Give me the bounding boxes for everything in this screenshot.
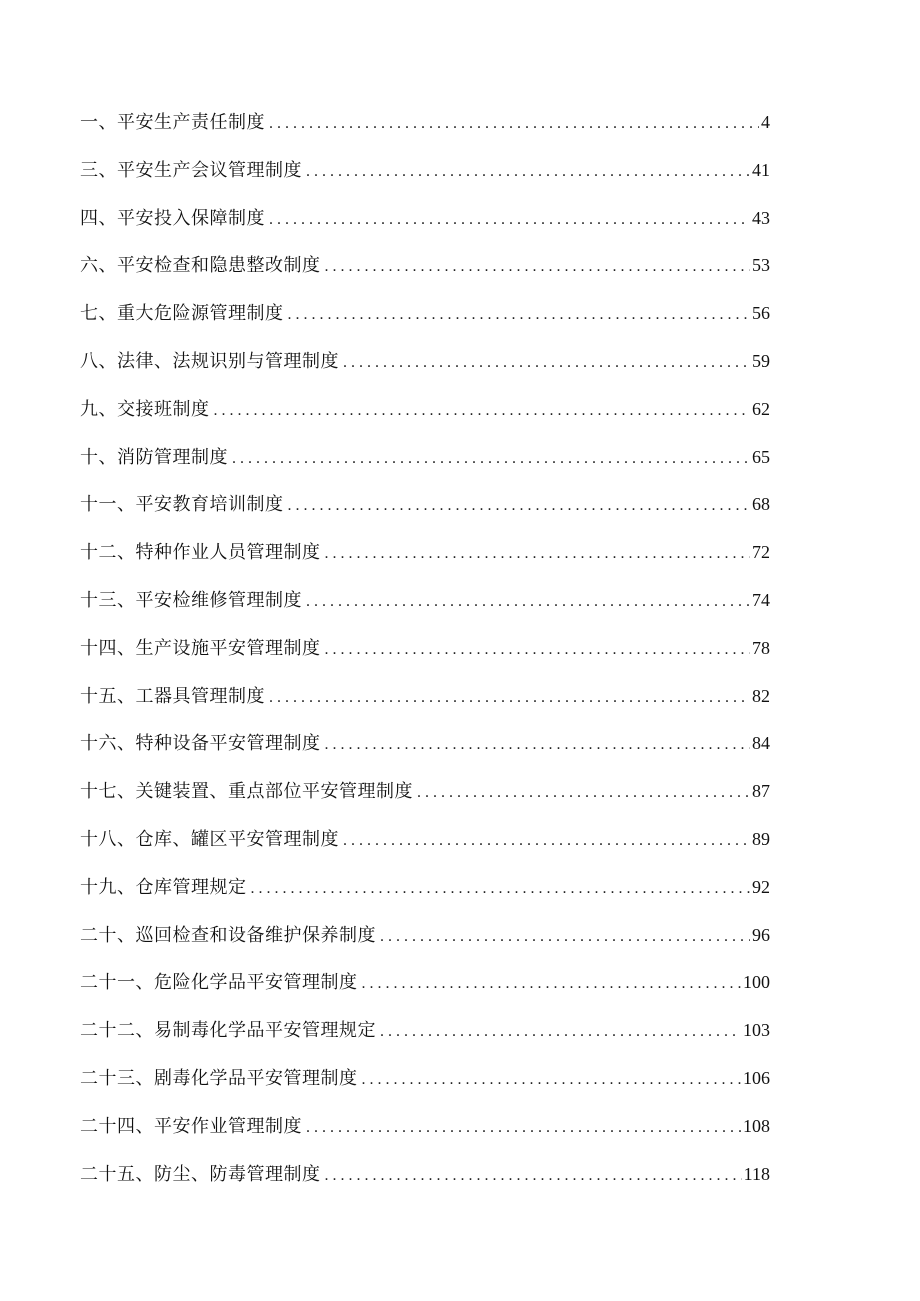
toc-entry-title: 二十三、剧毒化学品平安管理制度 [80,1067,358,1089]
toc-entry[interactable] [80,250,770,298]
toc-entry[interactable] [80,728,770,776]
toc-entry-title: 十二、特种作业人员管理制度 [80,542,321,564]
toc-entry-page-number: 92 [752,876,770,897]
toc-entry[interactable] [80,394,770,442]
toc-entry-page-number: 53 [752,255,770,276]
toc-dot-leader [288,300,751,330]
toc-entry[interactable] [80,776,770,824]
toc-entry-page-number: 84 [752,733,770,754]
toc-entry[interactable] [80,1063,770,1111]
toc-dot-leader [380,1017,741,1047]
toc-entry-title: 七、重大危险源管理制度 [80,303,284,325]
toc-entry-page-number: 59 [752,350,770,371]
toc-entry-page-number: 4 [761,112,770,132]
toc-entry-page-number: 74 [752,589,770,610]
toc-dot-leader [417,778,750,808]
toc-entry[interactable] [80,155,770,203]
toc-dot-leader [232,444,750,474]
toc-entry[interactable] [80,585,770,633]
toc-dot-leader [306,1113,741,1143]
toc-dot-leader [362,969,742,999]
toc-entry-title: 十六、特种设备平安管理制度 [80,733,321,755]
toc-entry-title: 二十一、危险化学品平安管理制度 [80,972,358,994]
toc-entry[interactable] [80,1111,770,1159]
toc-entry-page-number: 87 [752,781,770,802]
toc-dot-leader [325,635,751,665]
toc-entry-page-number: 103 [743,1020,770,1041]
toc-dot-leader [269,109,759,139]
toc-entry-title: 九、交接班制度 [80,398,210,420]
toc-dot-leader [269,683,750,713]
toc-entry-page-number: 41 [752,159,770,180]
toc-dot-leader [325,730,751,760]
toc-dot-leader [325,252,751,282]
toc-entry-title: 十四、生产设施平安管理制度 [80,637,321,659]
toc-entry[interactable] [80,442,770,490]
toc-entry[interactable] [80,203,770,251]
toc-entry[interactable] [80,633,770,681]
toc-dot-leader [306,157,750,187]
toc-dot-leader [380,922,750,952]
toc-entry-page-number: 68 [752,494,770,515]
toc-entry[interactable] [80,920,770,968]
toc-entry[interactable] [80,967,770,1015]
toc-entry-page-number: 43 [752,207,770,228]
toc-dot-leader [343,348,750,378]
toc-entry-title: 十五、工器具管理制度 [80,685,265,707]
toc-entry-page-number: 82 [752,685,770,706]
toc-entry-page-number: 96 [752,924,770,945]
toc-entry-title: 二十四、平安作业管理制度 [80,1115,302,1137]
toc-entry-page-number: 78 [752,637,770,658]
toc-entry-page-number: 100 [743,972,770,993]
toc-entry-title: 一、平安生产责任制度 [80,112,265,133]
toc-entry-page-number: 118 [743,1163,770,1184]
toc-entry[interactable] [80,346,770,394]
toc-entry-title: 十七、关键装置、重点部位平安管理制度 [80,781,413,803]
toc-entry-title: 二十五、防尘、防毒管理制度 [80,1163,321,1185]
toc-dot-leader [306,587,750,617]
toc-entry-title: 八、法律、法规识别与管理制度 [80,350,339,372]
toc-dot-leader [325,1161,742,1191]
toc-entry[interactable] [80,872,770,920]
toc-entry[interactable] [80,681,770,729]
toc-entry-title: 二十、巡回检查和设备维护保养制度 [80,924,376,946]
table-of-contents [80,107,770,1206]
toc-entry-title: 十九、仓库管理规定 [80,876,247,898]
toc-entry[interactable] [80,1015,770,1063]
toc-dot-leader [269,205,750,235]
toc-dot-leader [214,396,751,426]
toc-entry[interactable] [80,298,770,346]
toc-entry-title: 十三、平安检维修管理制度 [80,589,302,611]
toc-entry-page-number: 65 [752,446,770,467]
toc-entry[interactable] [80,489,770,537]
toc-entry-page-number: 108 [743,1115,770,1136]
toc-dot-leader [343,826,750,856]
toc-dot-leader [325,539,751,569]
toc-entry[interactable] [80,1159,770,1207]
toc-entry-page-number: 62 [752,398,770,419]
toc-entry-title: 十八、仓库、罐区平安管理制度 [80,828,339,850]
toc-entry-page-number: 106 [743,1067,770,1088]
toc-entry-title: 二十二、易制毒化学品平安管理规定 [80,1020,376,1042]
toc-entry[interactable] [80,107,770,155]
toc-entry-title: 三、平安生产会议管理制度 [80,159,302,181]
toc-entry-page-number: 89 [752,828,770,849]
toc-entry-title: 四、平安投入保障制度 [80,207,265,229]
toc-dot-leader [362,1065,742,1095]
toc-entry-page-number: 56 [752,303,770,324]
toc-dot-leader [288,491,751,521]
toc-entry-title: 十一、平安教育培训制度 [80,494,284,516]
toc-entry-title: 六、平安检查和隐患整改制度 [80,255,321,277]
toc-entry[interactable] [80,824,770,872]
toc-entry-page-number: 72 [752,542,770,563]
toc-entry-title: 十、消防管理制度 [80,446,228,468]
toc-entry[interactable] [80,537,770,585]
toc-dot-leader [251,874,751,904]
